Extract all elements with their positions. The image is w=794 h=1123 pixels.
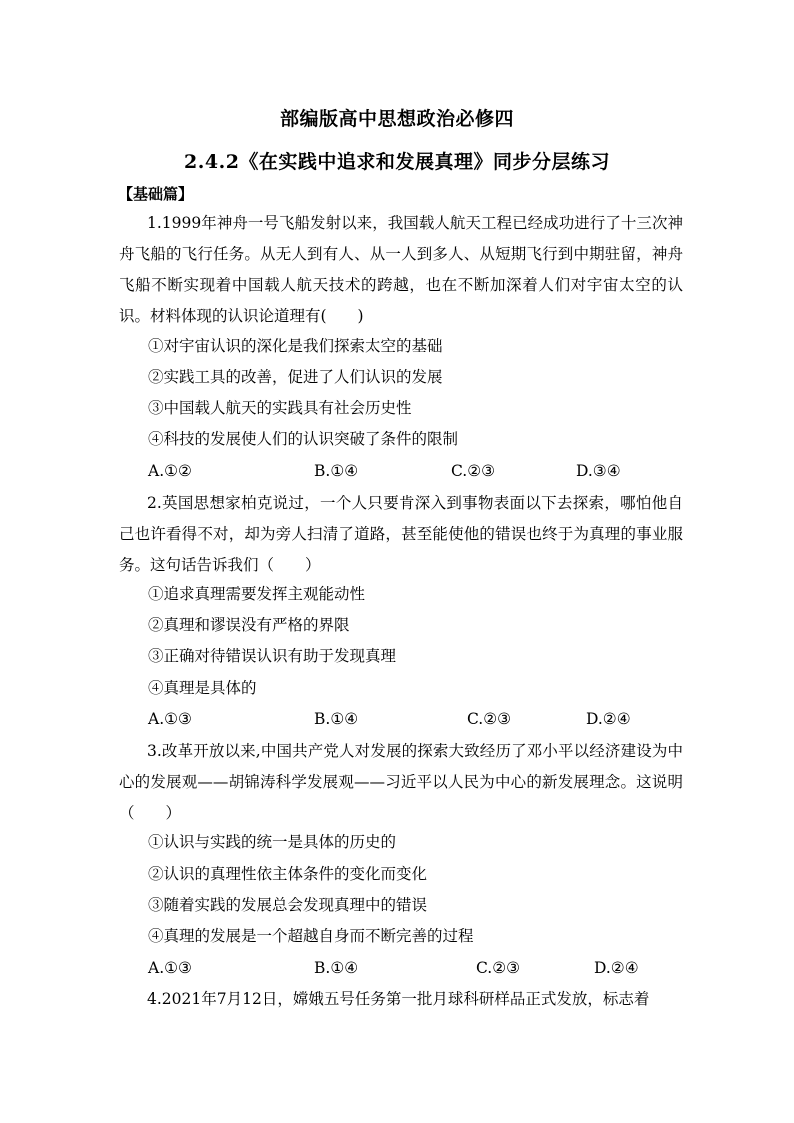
- question-3-option-3: ③随着实践的发展总会发现真理中的错误: [148, 896, 428, 914]
- question-1-option-4: ④科技的发展使人们的认识突破了条件的限制: [148, 430, 459, 448]
- question-3-option-4: ④真理的发展是一个超越自身而不断完善的过程: [148, 927, 474, 945]
- question-4-text: 4.2021年7月12日，嫦娥五号任务第一批月球科研样品正式发放，标志着: [147, 990, 650, 1008]
- question-2-text: 2.英国思想家柏克说过，一个人只要肯深入到事物表面以下去探索，哪怕他自己也许看得不对，却为旁人扫清了道路，甚至能使他的错误也终于为真理的事业服务。这句话告诉我们（ ）: [119, 494, 683, 574]
- question-1-option-1: ①对宇宙认识的深化是我们探索太空的基础: [148, 337, 443, 355]
- question-3-option-1: ①认识与实践的统一是具体的历史的: [148, 833, 397, 851]
- question-1-stem: [119, 208, 683, 332]
- document-title: 部编版高中思想政治必修四: [279, 108, 514, 130]
- question-1-choice-a: A.①②: [148, 462, 192, 480]
- section-heading: 【基础篇】: [118, 185, 194, 203]
- question-2-stem: [119, 488, 683, 581]
- question-3-choice-a: A.①③: [148, 959, 192, 977]
- question-1-option-3: ③中国载人航天的实践具有社会历史性: [148, 399, 412, 417]
- question-2-choice-b: B.①④: [314, 710, 359, 728]
- question-1-option-2: ②实践工具的改善，促进了人们认识的发展: [148, 368, 443, 386]
- question-3-option-2: ②认识的真理性依主体条件的变化而变化: [148, 865, 428, 883]
- question-2-option-2: ②真理和谬误没有严格的界限: [148, 616, 350, 634]
- question-2-option-4: ④真理是具体的: [148, 679, 257, 697]
- question-2-option-3: ③正确对待错误认识有助于发现真理: [148, 647, 397, 665]
- question-1-choice-d: D.③④: [576, 462, 621, 480]
- question-1-choice-c: C.②③: [451, 462, 496, 480]
- question-2-choice-d: D.②④: [586, 710, 631, 728]
- question-1-choice-b: B.①④: [314, 462, 359, 480]
- question-1-text: 1.1999年神舟一号飞船发射以来，我国载人航天工程已经成功进行了十三次神舟飞船的飞行任务。从无人到有人、从一人到多人、从短期飞行到中期驻留，神舟飞船不断实现着中国载人航天技术的跨越，也在不断加深着人们对宇宙太空的认识。材料体现的认识论道理有( ): [119, 214, 683, 325]
- question-2-choice-a: A.①③: [148, 710, 192, 728]
- question-3-stem: [119, 736, 683, 829]
- document-subtitle: 2.4.2《在实践中追求和发展真理》同步分层练习: [184, 151, 610, 173]
- question-3-choice-d: D.②④: [594, 959, 639, 977]
- question-2-choice-c: C.②③: [467, 710, 512, 728]
- question-3-text: 3.改革开放以来,中国共产党人对发展的探索大致经历了邓小平以经济建设为中心的发展观——胡锦涛科学发展观——习近平以人民为中心的新发展理念。这说明（ ）: [119, 742, 683, 822]
- question-3-choice-c: C.②③: [476, 959, 521, 977]
- question-2-option-1: ①追求真理需要发挥主观能动性: [148, 585, 366, 603]
- question-3-choice-b: B.①④: [314, 959, 359, 977]
- question-4-stem: [119, 984, 683, 1015]
